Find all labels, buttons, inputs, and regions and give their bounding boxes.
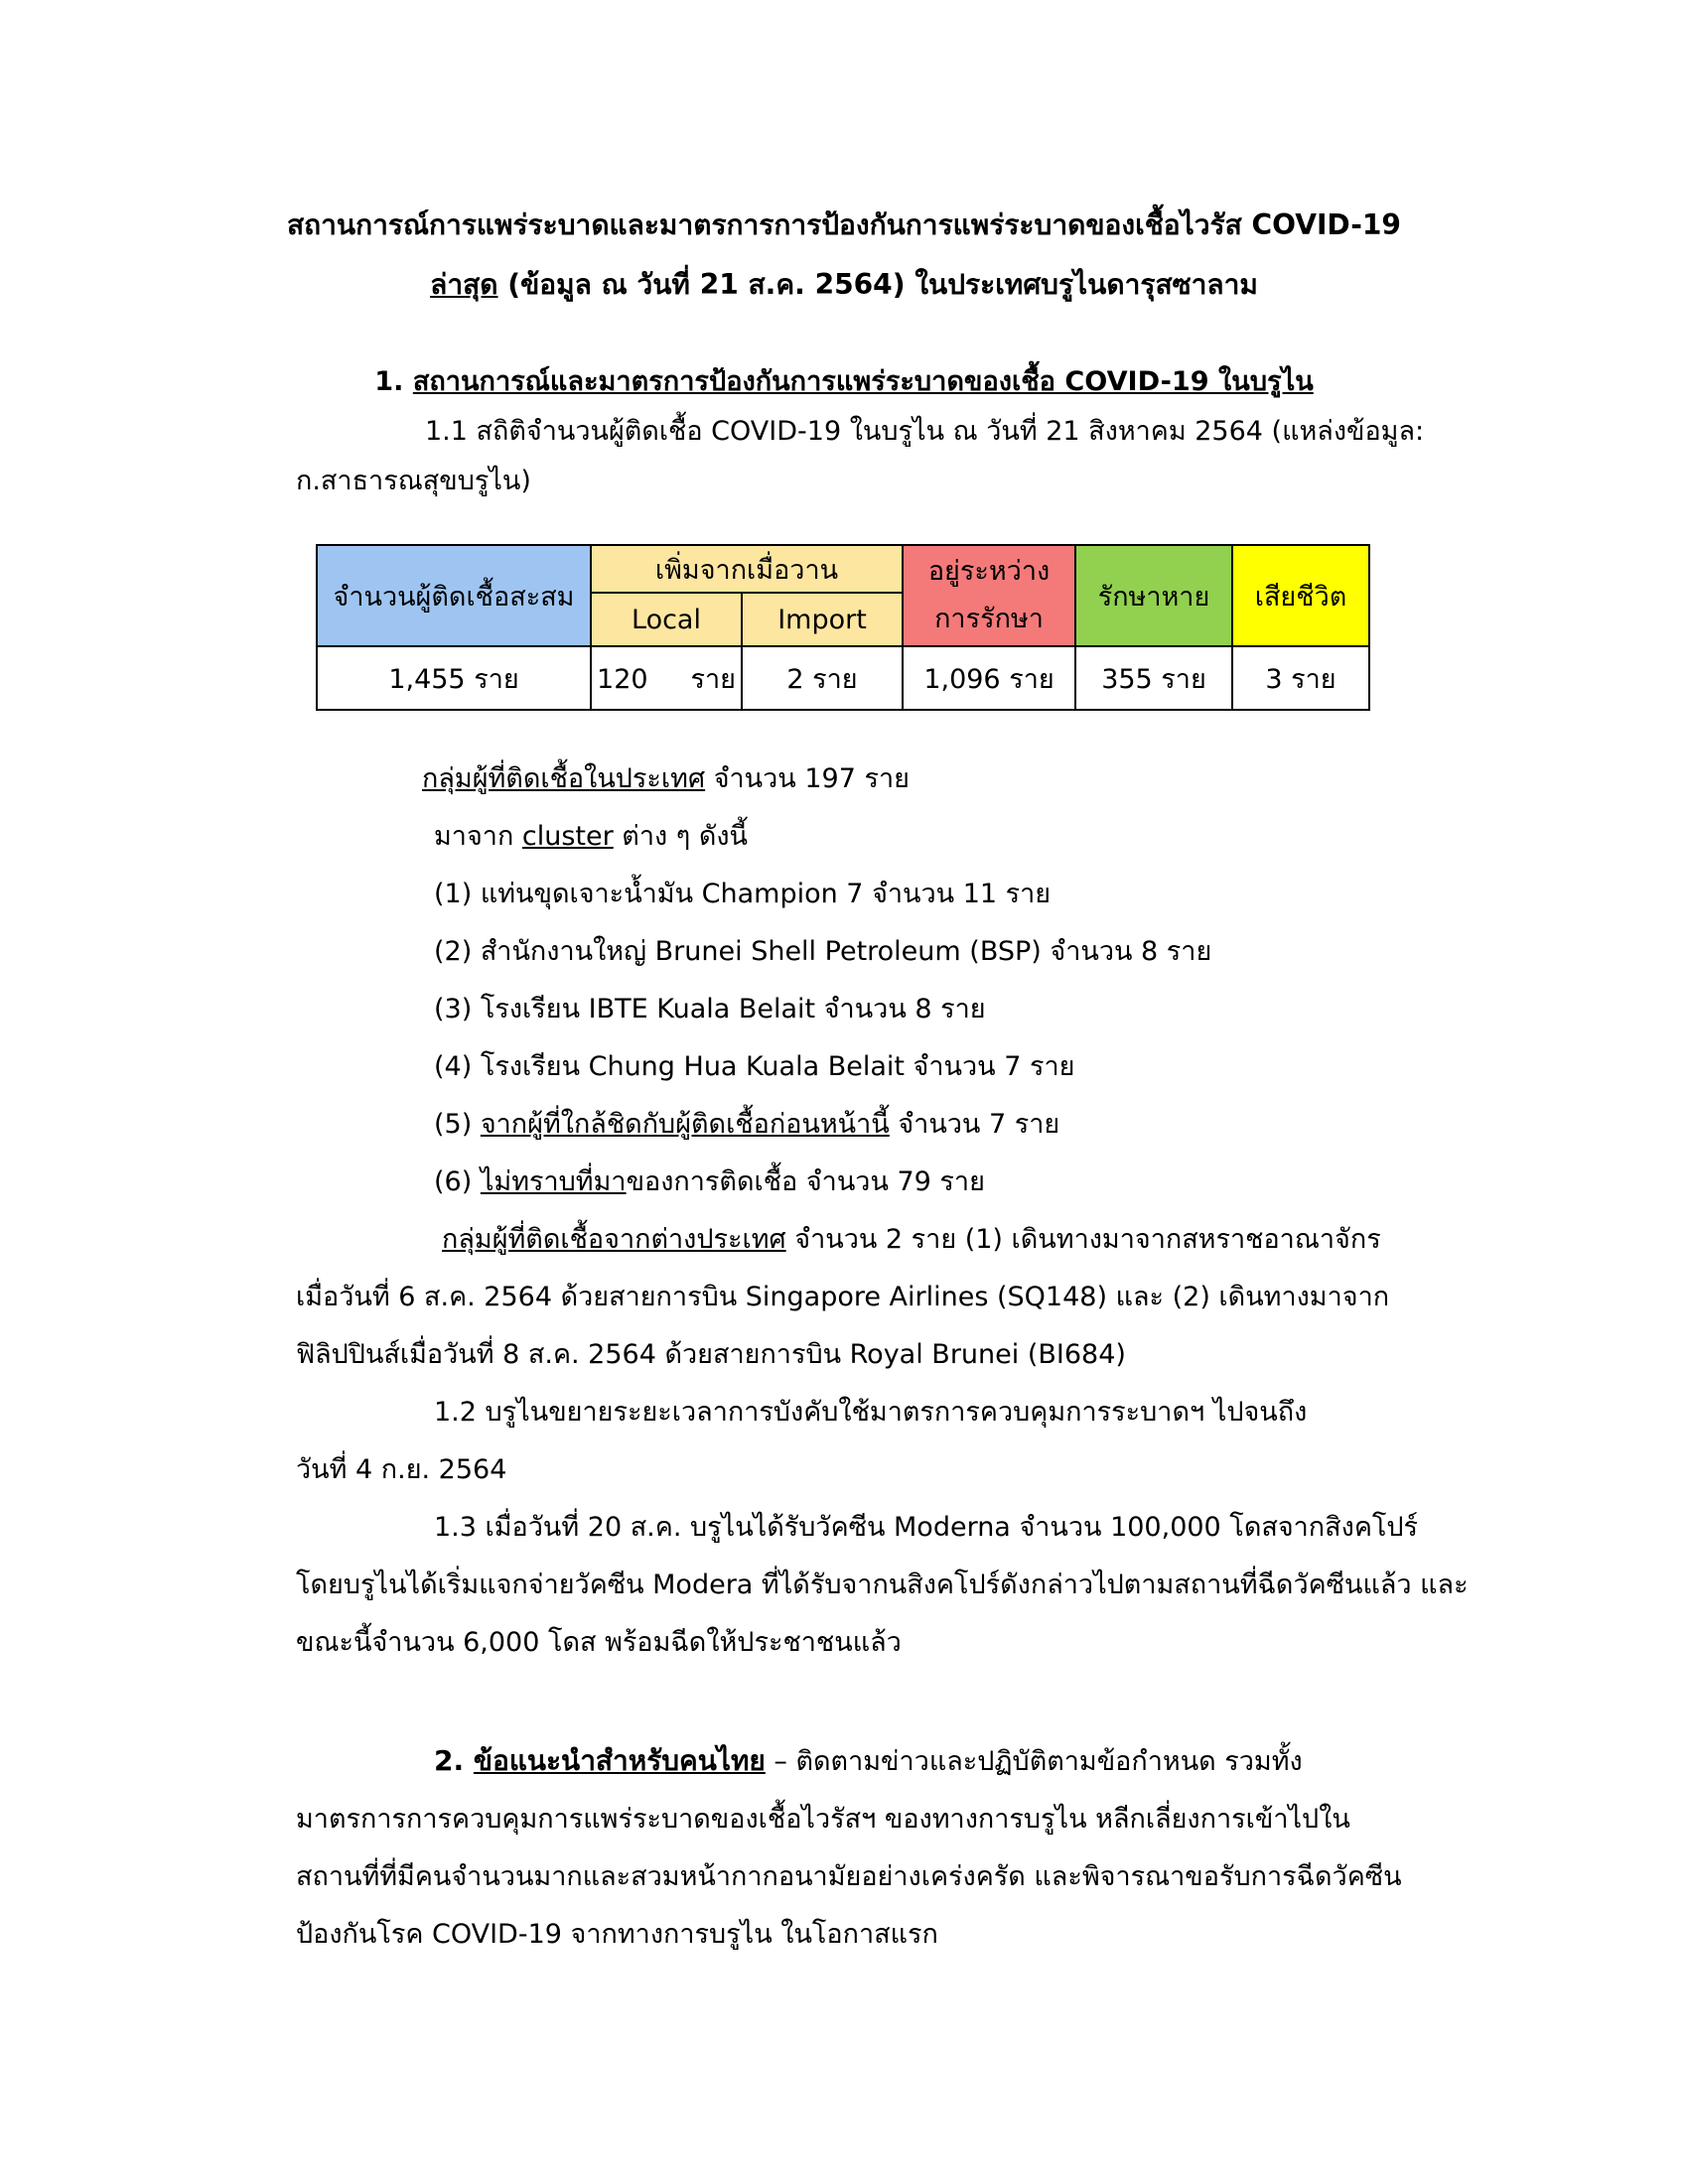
- clusters-prefix: มาจาก: [434, 821, 522, 852]
- document-title-line2: [0, 263, 1688, 307]
- covid-stats-table: [316, 544, 1370, 711]
- cluster-item-6-number: (6): [434, 1166, 481, 1197]
- cluster-item-5: [434, 1102, 1059, 1145]
- paragraph-1-3-line1: 1.3 เมื่อวันที่ 20 ส.ค. บรูไนได้รับวัคซีน Moderna จำนวน 100,000 โดสจากสิงคโปร์: [434, 1512, 1419, 1543]
- section2-line4: ป้องกันโรค COVID-19 จากทางการบรูไน ในโอกาสแรก: [296, 1919, 938, 1950]
- section2-heading: ข้อแนะนำสำหรับคนไทย: [473, 1744, 766, 1777]
- paragraph-1-1-line2: ก.สาธารณสุขบรูไน): [296, 466, 531, 496]
- cluster-item-2: (2) สำนักงานใหญ่ Brunei Shell Petroleum (BSP) จำนวน 8 ราย: [434, 936, 1212, 967]
- cluster-item-6: [434, 1160, 985, 1202]
- document-title-line1: สถานการณ์การแพร่ระบาดและมาตรการการป้องกันการแพร่ระบาดของเชื้อไวรัส COVID-19: [287, 208, 1401, 241]
- paragraph-1-1-line1: 1.1 สถิติจำนวนผู้ติดเชื้อ COVID-19 ในบรูไน ณ วันที่ 21 สิงหาคม 2564 (แหล่งข้อมูล:: [425, 416, 1425, 447]
- section1-title: สถานการณ์และมาตรการป้องกันการแพร่ระบาดของเชื้อ COVID-19 ในบรูไน: [412, 366, 1314, 397]
- imported-cases-line3: ฟิลิปปินส์เมื่อวันที่ 8 ส.ค. 2564 ด้วยสายการบิน Royal Brunei (BI684): [296, 1339, 1126, 1370]
- clusters-suffix: ต่าง ๆ ดังนี้: [613, 821, 749, 852]
- header-recovered: รักษาหาย: [1075, 545, 1232, 646]
- section2-number: 2.: [434, 1744, 474, 1777]
- imported-cases-line1: [442, 1217, 1381, 1260]
- cluster-item-6-underlined: ไม่ทราบที่มา: [480, 1166, 627, 1197]
- cluster-item-5-underlined: จากผู้ที่ใกล้ชิดกับผู้ติดเชื้อก่อนหน้านี้: [480, 1109, 890, 1140]
- cluster-word: cluster: [521, 821, 614, 852]
- header-import: Import: [742, 593, 903, 646]
- imported-cases-label: กลุ่มผู้ที่ติดเชื้อจากต่างประเทศ: [442, 1224, 786, 1255]
- header-local: Local: [591, 593, 742, 646]
- title-date-country: (ข้อมูล ณ วันที่ 21 ส.ค. 2564) ในประเทศบรูไนดารุสซาลาม: [497, 268, 1258, 301]
- section2-line2: มาตรการการควบคุมการแพร่ระบาดของเชื้อไวรัสฯ ของทางการบรูไน หลีกเลี่ยงการเข้าไปใน: [296, 1804, 1350, 1835]
- cluster-item-3: (3) โรงเรียน IBTE Kuala Belait จำนวน 8 ราย: [434, 994, 986, 1024]
- clusters-intro: [434, 814, 748, 857]
- section2-line1-text: – ติดตามข่าวและปฏิบัติตามข้อกำหนด รวมทั้ง: [765, 1746, 1303, 1777]
- paragraph-1-2-line1: 1.2 บรูไนขยายระยะเวลาการบังคับใช้มาตรการควบคุมการระบาดฯ ไปจนถึง: [434, 1397, 1308, 1428]
- paragraph-1-2-line2: วันที่ 4 ก.ย. 2564: [296, 1454, 507, 1485]
- cluster-item-4: (4) โรงเรียน Chung Hua Kuala Belait จำนวน 7 ราย: [434, 1051, 1075, 1082]
- value-import: 2 ราย: [742, 646, 903, 710]
- title-latest: ล่าสุด: [430, 268, 498, 301]
- header-deaths: เสียชีวิต: [1232, 545, 1369, 646]
- domestic-cases-count: จำนวน 197 ราย: [705, 763, 910, 794]
- header-cumulative: จำนวนผู้ติดเชื้อสะสม: [317, 545, 591, 646]
- value-recovered: 355 ราย: [1075, 646, 1232, 710]
- cluster-item-5-count: จำนวน 7 ราย: [889, 1109, 1060, 1140]
- section2-line1: [434, 1739, 1303, 1783]
- value-deaths: 3 ราย: [1232, 646, 1369, 710]
- paragraph-1-3-line2: โดยบรูไนได้เริ่มแจกจ่ายวัคซีน Modera ที่ได้รับจากนสิงคโปร์ดังกล่าวไปตามสถานที่ฉีดวัคซีนแล้ว และ: [296, 1570, 1469, 1600]
- section2-line3: สถานที่ที่มีคนจำนวนมากและสวมหน้ากากอนามัยอย่างเคร่งครัด และพิจารณาขอรับการฉีดวัคซีน: [296, 1861, 1402, 1892]
- header-under-treatment-line1: อยู่ระหว่าง: [927, 556, 1051, 587]
- section1-heading: [0, 359, 1688, 402]
- value-under-treatment: 1,096 ราย: [903, 646, 1075, 710]
- imported-cases-detail: จำนวน 2 ราย (1) เดินทางมาจากสหราชอาณาจักร: [785, 1224, 1381, 1255]
- header-under-treatment-line2: การรักษา: [934, 604, 1044, 634]
- domestic-cases-line: [422, 756, 910, 799]
- value-cumulative: 1,455 ราย: [317, 646, 591, 710]
- section1-number: 1.: [374, 366, 413, 397]
- header-under-treatment: [903, 545, 1075, 646]
- value-local: 120 ราย: [591, 646, 742, 710]
- domestic-cases-label: กลุ่มผู้ที่ติดเชื้อในประเทศ: [422, 763, 706, 794]
- cluster-item-5-number: (5): [434, 1109, 481, 1140]
- cluster-item-6-count: ของการติดเชื้อ จำนวน 79 ราย: [626, 1166, 985, 1197]
- imported-cases-line2: เมื่อวันที่ 6 ส.ค. 2564 ด้วยสายการบิน Singapore Airlines (SQ148) และ (2) เดินทางมาจาก: [296, 1282, 1390, 1312]
- paragraph-1-3-line3: ขณะนี้จำนวน 6,000 โดส พร้อมฉีดให้ประชาชนแล้ว: [296, 1627, 902, 1658]
- header-increase: เพิ่มจากเมื่อวาน: [591, 545, 903, 593]
- cluster-item-1: (1) แท่นขุดเจาะน้ำมัน Champion 7 จำนวน 11 ราย: [434, 879, 1052, 909]
